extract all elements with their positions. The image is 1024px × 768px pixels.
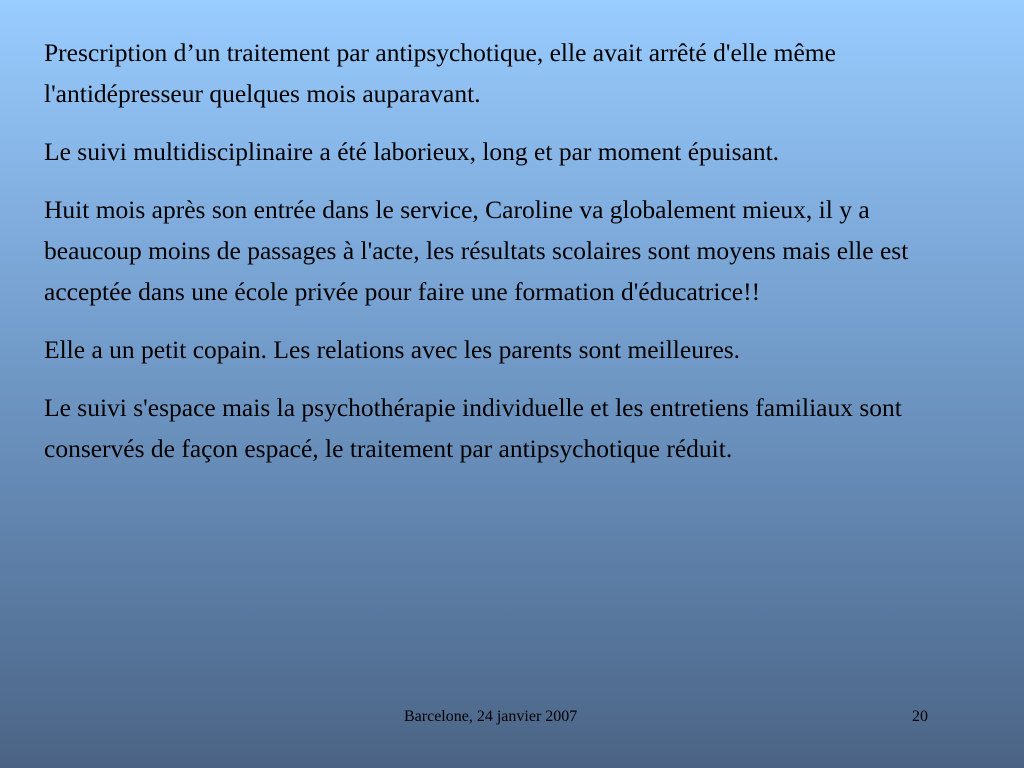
slide-body xyxy=(44,32,964,486)
paragraph-prescription: Prescription d’un traitement par antipsychotique, elle avait arrêté d'elle même l'antidépresseur quelques mois auparavant. xyxy=(44,38,836,108)
footer-date-location: Barcelone, 24 janvier 2007 xyxy=(404,708,578,725)
paragraph-petit-copain: Elle a un petit copain. Les relations avec les parents sont meilleures. xyxy=(44,335,741,364)
paragraph-huit-mois: Huit mois après son entrée dans le service, Caroline va globalement mieux, il y a beaucoup moins de passages à l'acte, les résultats scolaires sont moyens mais elle est acceptée dans une école privée pour faire une formation d'éducatrice!! xyxy=(44,195,909,306)
paragraph-suivi-espace: Le suivi s'espace mais la psychothérapie individuelle et les entretiens familiaux sont conservés de façon espacé, le traitement par antipsychotique réduit. xyxy=(44,393,902,463)
paragraph-suivi-multidisciplinaire: Le suivi multidisciplinaire a été laborieux, long et par moment épuisant. xyxy=(44,137,780,166)
slide-page-number: 20 xyxy=(912,708,928,725)
